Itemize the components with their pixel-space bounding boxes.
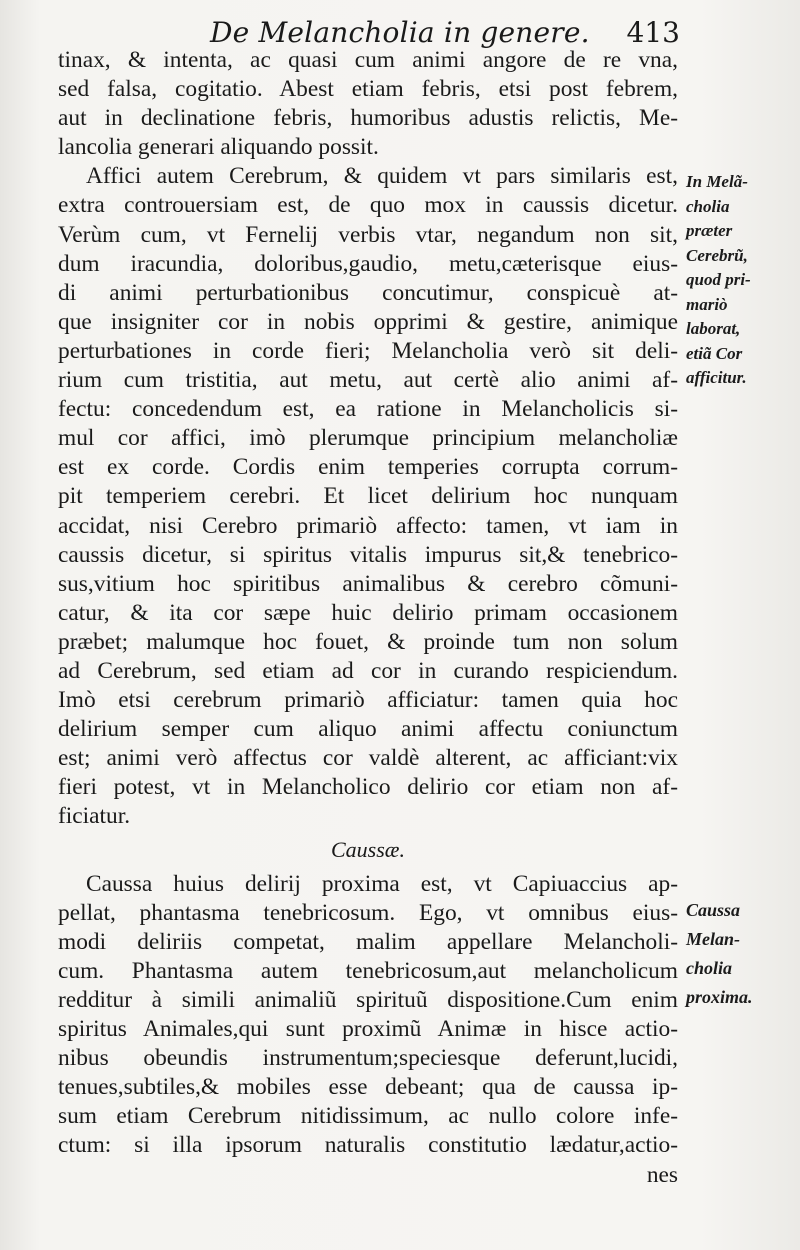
text-line: tenues,subtiles,& mobiles esse debeant; qua de caussa ip- [58, 1074, 678, 1101]
text-line: est; animi verò affectus cor valdè alterent, ac afficiant:vix [58, 745, 678, 772]
text-line: sus,vitium hoc spiritibus animalibus & cerebro cõmuni- [58, 570, 678, 597]
margin-note-line: proxima. [686, 987, 753, 1007]
text-line: aut in declinatione febris, humoribus adustis relictis, Me- [58, 105, 678, 132]
margin-note-line: præter [686, 221, 733, 240]
text-line: ficiatur. [58, 803, 131, 830]
text-line: pellat, phantasma tenebricosum. Ego, vt omnibus eius- [58, 899, 678, 926]
running-head: De Melancholia in genere. [210, 16, 590, 49]
margin-note-line: afficitur. [686, 368, 747, 387]
text-line: sum etiam Cerebrum nitidissimum, ac nullo colore infe- [58, 1103, 678, 1130]
margin-note-line: cholia [686, 196, 730, 216]
text-line: di animi perturbationibus concutimur, conspicuè at- [58, 279, 678, 306]
text-line: est ex corde. Cordis enim temperies corrupta corrum- [58, 454, 678, 481]
text-line: dum iracundia, doloribus,gaudio, metu,cæterisque eius- [58, 250, 678, 277]
text-line: Verùm cum, vt Fernelij verbis vtar, negandum non sit, [58, 221, 678, 248]
text-line: caussis dicetur, si spiritus vitalis impurus sit,& tenebrico- [58, 541, 678, 568]
margin-note-line: cholia [686, 958, 733, 978]
text-line: catur, & ita cor sæpe huic delirio primam occasionem [58, 599, 678, 626]
text-line: delirium semper cum aliquo animi affectu coniunctum [58, 716, 678, 743]
text-line: perturbationes in corde fieri; Melancholia verò sit deli- [58, 337, 678, 364]
text-line: cum. Phantasma autem tenebricosum,aut melancholicum [58, 957, 678, 984]
text-line: spiritus Animales,qui sunt proximũ Animæ in hisce actio- [58, 1016, 678, 1043]
margin-note-line: In Melã- [686, 172, 748, 191]
margin-note-line: etiã Cor [686, 343, 743, 363]
page-number: 413 [626, 16, 680, 49]
paragraph-start-line: Affici autem Cerebrum, & quidem vt pars similaris est, [86, 163, 678, 190]
text-line: rium cum tristitia, aut metu, aut certè alio animi af- [58, 367, 678, 394]
text-line: redditur à simili animaliũ spirituũ dispositione.Cum enim [58, 987, 678, 1013]
text-line: que insigniter cor in nobis opprimi & gestire, animique [58, 308, 678, 335]
text-line: fectu: concedendum est, ea ratione in Melancholicis si- [58, 396, 678, 423]
text-line: sed falsa, cogitatio. Abest etiam febris, etsi post febrem, [58, 76, 678, 103]
text-line: nibus obeundis instrumentum;speciesque deferunt,lucidi, [58, 1045, 678, 1072]
text-line: mul cor affici, imò plerumque principium melancholiæ [58, 425, 678, 452]
margin-note-line: Melan- [686, 929, 740, 949]
text-line: præbet; malumque hoc fouet, & proinde tum non solum [58, 628, 678, 655]
margin-note-line: Cerebrũ, [686, 245, 748, 265]
text-line: Imò etsi cerebrum primariò afficiatur: tamen quia hoc [58, 687, 678, 714]
margin-note-line: Caussa [686, 900, 741, 920]
text-line: accidat, nisi Cerebro primariò affecto: tamen, vt iam in [58, 512, 678, 539]
margin-note-cor [686, 170, 798, 391]
main-text-block [58, 46, 678, 1190]
margin-note-line: laborat, [686, 319, 741, 338]
text-line: fieri potest, vt in Melancholico delirio cor etiam non af- [58, 774, 678, 801]
margin-note-line: mariò [686, 294, 728, 314]
margin-note-caussa [686, 896, 798, 1012]
catchword: nes [646, 1161, 678, 1188]
text-line: ad Cerebrum, sed etiam ad cor in curando respiciendum. [58, 657, 678, 684]
text-line: lancolia generari aliquando possit. [58, 134, 379, 161]
text-line: extra controuersiam est, de quo mox in caussis dicetur. [58, 192, 678, 219]
section-heading: Caussæ. [331, 836, 405, 862]
text-line: ctum: si illa ipsorum naturalis constitutio lædatur,actio- [58, 1132, 678, 1159]
text-line: tinax, & intenta, ac quasi cum animi angore de re vna, [58, 47, 678, 73]
text-line: modi deliriis competat, malim appellare Melancholi- [58, 928, 678, 955]
text-line: pit temperiem cerebri. Et licet delirium hoc nunquam [58, 483, 678, 510]
margin-note-line: quod pri- [686, 270, 751, 289]
paragraph-start-line: Caussa huius delirij proxima est, vt Capiuaccius ap- [86, 870, 678, 897]
page-header [60, 14, 680, 48]
